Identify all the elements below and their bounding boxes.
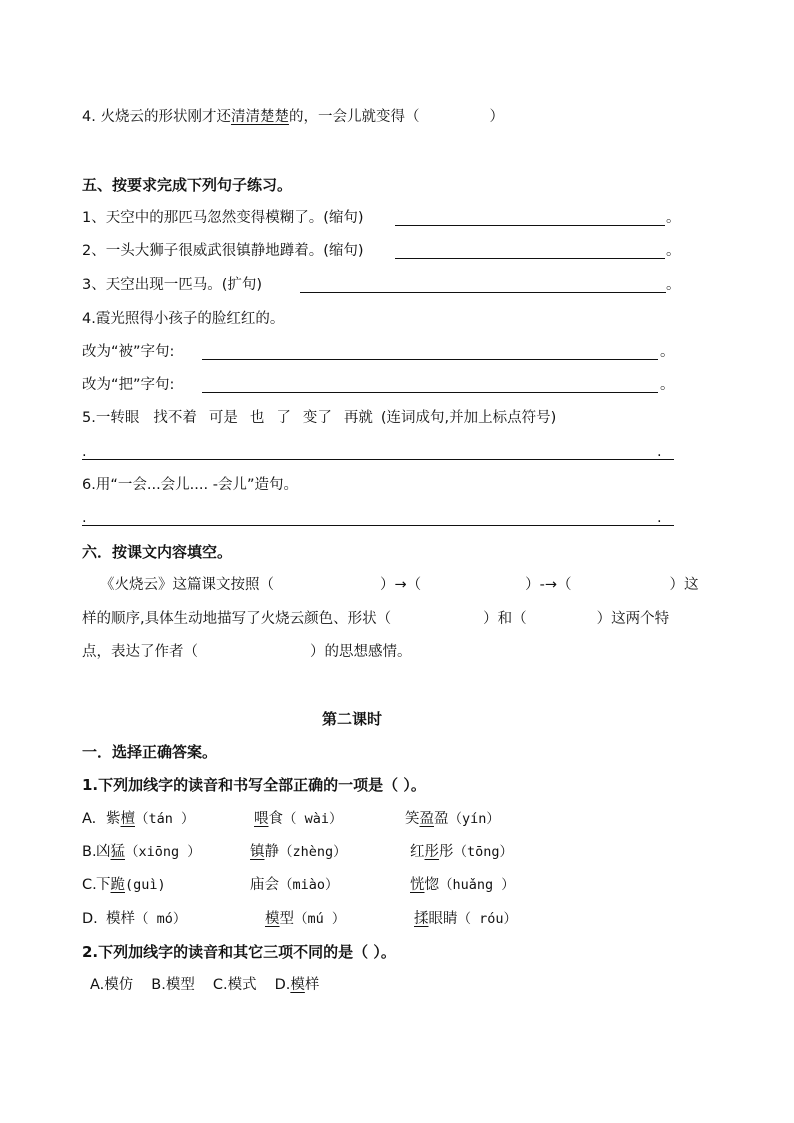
s5-item-3: 3、天空出现一匹马。(扩句) xyxy=(82,277,263,293)
s6-para-line-3: 点，表达了作者（ ）的思想感情。 xyxy=(82,644,412,660)
option-a-item-2: 喂食（ wài） xyxy=(254,811,343,827)
option-b-item-1: 凶猛（xiōng ） xyxy=(96,844,201,860)
answer-line[interactable] xyxy=(395,258,665,259)
option-b-item-2: 镇静（zhèng） xyxy=(250,844,347,860)
s5-item-4: 4.霞光照得小孩子的脸红红的。 xyxy=(82,311,285,327)
s6-para-line-1: 《火烧云》这篇课文按照（ ）→（ ）-→（ ）这 xyxy=(100,577,699,593)
answer-line[interactable] xyxy=(202,392,658,393)
period: 。 xyxy=(666,210,681,226)
s5-item-4a: 改为“被”字句: xyxy=(82,344,175,360)
option-c-item-1: 下跪(guì) xyxy=(96,877,166,893)
option-d[interactable]: D.模样 xyxy=(274,977,320,993)
lesson2-section-1-title: 一．选择正确答案。 xyxy=(82,743,218,761)
dot: . xyxy=(82,444,87,460)
section-5-title: 五、按要求完成下列句子练习。 xyxy=(82,176,293,194)
option-c-label: C. xyxy=(82,877,97,893)
question-2: 2.下列加线字的读音和其它三项不同的是（ ）。 xyxy=(82,943,396,961)
s5-item-4b: 改为“把”字句: xyxy=(82,377,175,393)
option-a[interactable]: A.模仿 xyxy=(90,977,134,993)
option-d-item-3: 揉眼睛（ róu） xyxy=(414,911,518,927)
period: 。 xyxy=(660,377,675,393)
option-a-item-3: 笑盈盈（yín） xyxy=(405,811,500,827)
question-4-top: 4. 火烧云的形状刚才还清清楚楚的，一会儿就变得（ ） xyxy=(82,109,504,125)
question-1: 1.下列加线字的读音和书写全部正确的一项是（ ）。 xyxy=(82,776,426,794)
option-d-item-2: 模型（mú ） xyxy=(265,911,346,927)
option-a-label: A. xyxy=(82,811,97,827)
s5-item-2: 2、一头大狮子很威武很镇静地蹲着。(缩句) xyxy=(82,243,364,259)
dot: . xyxy=(82,510,87,526)
lesson-2-title: 第二课时 xyxy=(322,710,383,728)
option-d-item-1: 模样（ mó） xyxy=(106,911,187,927)
period: 。 xyxy=(666,277,681,293)
dot: . xyxy=(657,510,662,526)
answer-line[interactable] xyxy=(300,292,666,293)
dot: . xyxy=(657,444,662,460)
answer-line[interactable] xyxy=(202,359,658,360)
question-2-options xyxy=(90,975,319,995)
option-b[interactable]: B.模型 xyxy=(151,977,195,993)
s5-item-5: 5.一转眼 找不着 可是 也 了 变了 再就 (连词成句,并加上标点符号) xyxy=(82,410,557,426)
option-d-label: D. xyxy=(82,911,98,927)
answer-line[interactable] xyxy=(82,459,674,460)
option-b-item-3: 红彤彤（tōng） xyxy=(410,844,514,860)
s6-para-line-2: 样的顺序,具体生动地描写了火烧云颜色、形状（ ）和（ ）这两个特 xyxy=(82,611,670,627)
option-a-item-1: 紫檀（tán ） xyxy=(106,811,195,827)
s5-item-1: 1、天空中的那匹马忽然变得模糊了。(缩句) xyxy=(82,210,364,226)
period: 。 xyxy=(660,344,675,360)
option-c-item-2: 庙会（miào） xyxy=(250,877,339,893)
answer-line[interactable] xyxy=(395,225,665,226)
option-c-item-3: 恍惚（huǎng ） xyxy=(410,877,515,893)
period: 。 xyxy=(666,243,681,259)
answer-line[interactable] xyxy=(82,525,674,526)
s5-item-6: 6.用“一会...会儿.... -会儿”造句。 xyxy=(82,477,298,493)
option-c[interactable]: C.模式 xyxy=(212,977,257,993)
option-b-label: B. xyxy=(82,844,97,860)
section-6-title: 六．按课文内容填空。 xyxy=(82,543,233,561)
